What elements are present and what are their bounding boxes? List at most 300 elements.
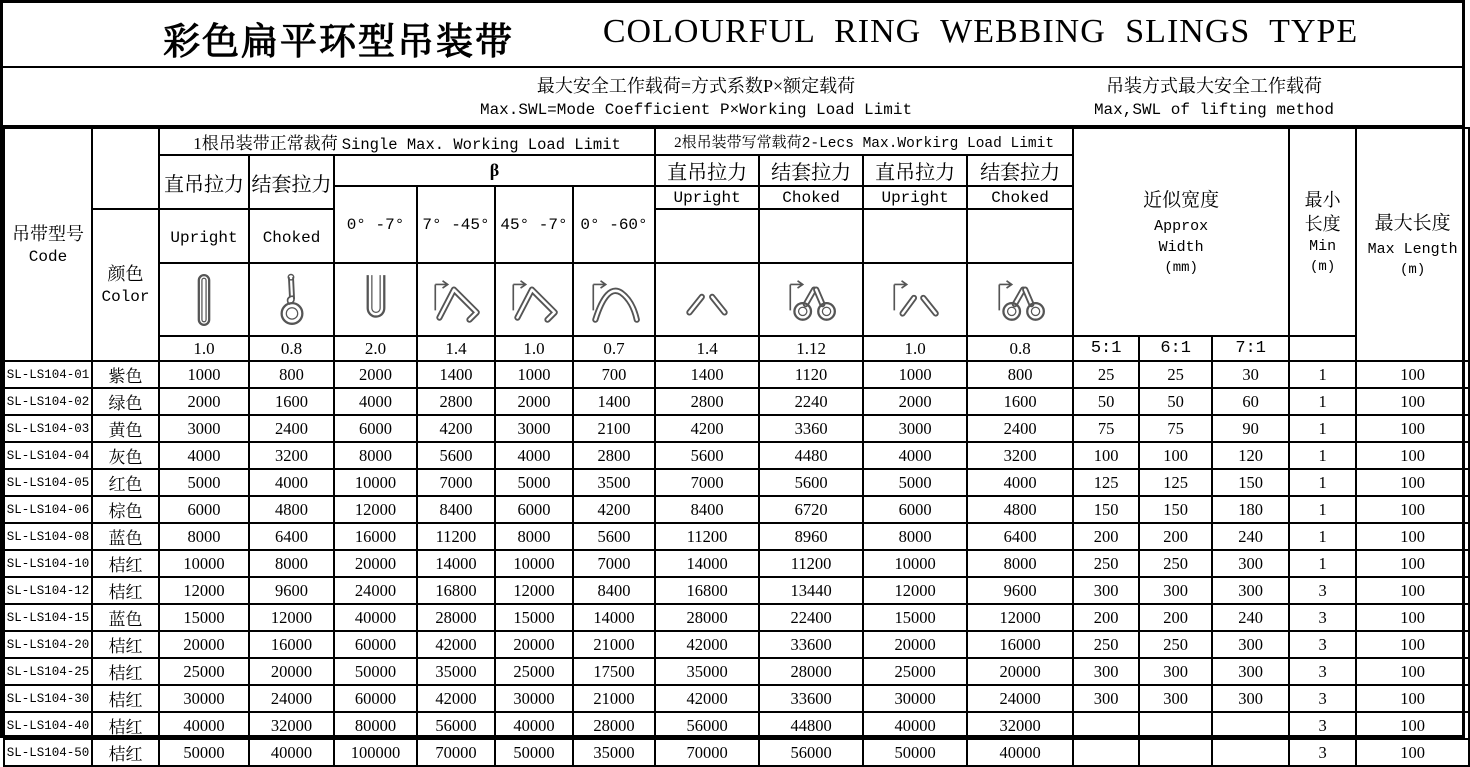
value-cell: 9600: [249, 577, 334, 604]
width-cell: 300: [1139, 658, 1212, 685]
value-cell: 50000: [495, 739, 573, 766]
value-cell: 11200: [655, 523, 759, 550]
value-cell: 8960: [759, 523, 863, 550]
value-cell: 30000: [495, 685, 573, 712]
width-cell: 150: [1073, 496, 1139, 523]
max-length-cell: 100: [1356, 415, 1469, 442]
value-cell: 10000: [334, 469, 417, 496]
value-cell: 17500: [573, 658, 655, 685]
value-cell: 24000: [967, 685, 1073, 712]
value-cell: 1600: [249, 388, 334, 415]
width-cell: 250: [1139, 550, 1212, 577]
col-header-double4-en: Choked: [967, 186, 1073, 209]
coefficient-value: 1.4: [417, 336, 495, 361]
width-cell: 200: [1139, 523, 1212, 550]
value-cell: 6400: [249, 523, 334, 550]
col-header-double1-zh: 直吊拉力: [655, 155, 759, 186]
value-cell: 4480: [759, 442, 863, 469]
color-cell: 棕色: [92, 496, 159, 523]
coefficient-min-empty: [1289, 336, 1356, 361]
value-cell: 35000: [655, 658, 759, 685]
formula-swl: [353, 74, 1039, 122]
col-header-code: [4, 128, 92, 361]
value-cell: 3360: [759, 415, 863, 442]
value-cell: 2800: [417, 388, 495, 415]
coefficient-value: 1.0: [863, 336, 967, 361]
min-length-cell: 1: [1289, 523, 1356, 550]
width-cell: 300: [1212, 685, 1289, 712]
value-cell: 4000: [159, 442, 249, 469]
width-cell: 50: [1073, 388, 1139, 415]
max-length-cell: 100: [1356, 685, 1469, 712]
value-cell: 5000: [863, 469, 967, 496]
width-cell: 300: [1139, 577, 1212, 604]
width-cell: 100: [1139, 442, 1212, 469]
formula-lifting-method-zh: 吊装方式最大安全工作载荷: [1105, 76, 1322, 96]
col-header-beta: β: [334, 155, 655, 186]
value-cell: 4200: [573, 496, 655, 523]
two-leg-choked-angle-icon: [967, 263, 1073, 336]
value-cell: 15000: [863, 604, 967, 631]
value-cell: 12000: [334, 496, 417, 523]
col-header-single-choked-en: Choked: [249, 209, 334, 263]
group-header-double-zh: 2根吊装带写常载荷: [674, 135, 802, 151]
color-cell: 桔红: [92, 631, 159, 658]
col-header-angle-45-7: 45° -7°: [495, 186, 573, 263]
value-cell: 16000: [249, 631, 334, 658]
width-cell: 300: [1139, 685, 1212, 712]
width-cell: 60: [1212, 388, 1289, 415]
value-cell: 15000: [495, 604, 573, 631]
max-length-cell: 100: [1356, 712, 1469, 739]
width-cell: 200: [1139, 604, 1212, 631]
value-cell: 24000: [334, 577, 417, 604]
col-header-min-zh2: 长度: [1304, 213, 1341, 234]
width-cell: 50: [1139, 388, 1212, 415]
group-header-double-en: 2-Lecs Max.Workirg Load Limit: [801, 136, 1055, 152]
min-length-cell: 1: [1289, 361, 1356, 388]
max-length-cell: 100: [1356, 469, 1469, 496]
width-cell: 30: [1212, 361, 1289, 388]
value-cell: 20000: [495, 631, 573, 658]
coefficient-value: 0.8: [249, 336, 334, 361]
max-length-cell: 100: [1356, 604, 1469, 631]
width-cell: [1073, 712, 1139, 739]
color-cell: 桔红: [92, 550, 159, 577]
value-cell: 25000: [863, 658, 967, 685]
width-cell: 300: [1212, 658, 1289, 685]
value-cell: 2400: [249, 415, 334, 442]
value-cell: 12000: [967, 604, 1073, 631]
width-cell: 125: [1139, 469, 1212, 496]
table-row: [4, 415, 1469, 442]
col-header-single-choked-zh: 结套拉力: [249, 155, 334, 209]
value-cell: 80000: [334, 712, 417, 739]
title-row: [3, 3, 1462, 68]
value-cell: 2240: [759, 388, 863, 415]
value-cell: 7000: [655, 469, 759, 496]
width-cell: 200: [1073, 604, 1139, 631]
max-length-cell: 100: [1356, 523, 1469, 550]
table-row: [4, 712, 1469, 739]
width-ratio-5-1: 5:1: [1073, 336, 1139, 361]
value-cell: 2000: [334, 361, 417, 388]
value-cell: 5000: [495, 469, 573, 496]
value-cell: 40000: [334, 604, 417, 631]
width-cell: 300: [1212, 577, 1289, 604]
col-header-min-zh1: 最小: [1304, 189, 1341, 210]
value-cell: 2100: [573, 415, 655, 442]
color-cell: 桔红: [92, 577, 159, 604]
color-cell: 红色: [92, 469, 159, 496]
value-cell: 56000: [759, 739, 863, 766]
color-cell: 桔红: [92, 739, 159, 766]
table-row: [4, 604, 1469, 631]
table-row: [4, 442, 1469, 469]
col-header-double1-en: Upright: [655, 186, 759, 209]
value-cell: 14000: [573, 604, 655, 631]
min-length-cell: 1: [1289, 550, 1356, 577]
two-leg-icon: [655, 263, 759, 336]
max-length-cell: 100: [1356, 442, 1469, 469]
value-cell: 4000: [334, 388, 417, 415]
max-length-cell: 100: [1356, 631, 1469, 658]
color-cell: 绿色: [92, 388, 159, 415]
value-cell: 30000: [863, 685, 967, 712]
code-cell: SL-LS104-15: [4, 604, 92, 631]
value-cell: 70000: [655, 739, 759, 766]
formula-lifting-method: [1010, 74, 1419, 122]
value-cell: 11200: [759, 550, 863, 577]
value-cell: 33600: [759, 631, 863, 658]
formula-row: [3, 68, 1462, 127]
coefficient-row: [4, 336, 1469, 361]
coefficient-value: 0.8: [967, 336, 1073, 361]
group-header-single: [159, 128, 655, 155]
value-cell: 42000: [655, 631, 759, 658]
value-cell: 4000: [967, 469, 1073, 496]
vertical-loop-icon: [159, 263, 249, 336]
value-cell: 4000: [249, 469, 334, 496]
col-header-double2-en: Choked: [759, 186, 863, 209]
angle-spacer-4: [967, 209, 1073, 263]
width-cell: 300: [1073, 685, 1139, 712]
value-cell: 40000: [967, 739, 1073, 766]
col-header-width-unit: (mm): [1164, 260, 1198, 276]
value-cell: 5600: [655, 442, 759, 469]
value-cell: 800: [967, 361, 1073, 388]
table-row: [4, 685, 1469, 712]
width-ratio-6-1: 6:1: [1139, 336, 1212, 361]
table-row: [4, 361, 1469, 388]
code-cell: SL-LS104-12: [4, 577, 92, 604]
value-cell: 12000: [495, 577, 573, 604]
value-cell: 7000: [417, 469, 495, 496]
value-cell: 15000: [159, 604, 249, 631]
value-cell: 1600: [967, 388, 1073, 415]
col-header-code-zh: 吊带型号: [12, 223, 84, 244]
max-length-cell: 100: [1356, 388, 1469, 415]
value-cell: 60000: [334, 631, 417, 658]
value-cell: 50000: [863, 739, 967, 766]
value-cell: 800: [249, 361, 334, 388]
value-cell: 5600: [573, 523, 655, 550]
value-cell: 5600: [759, 469, 863, 496]
col-header-width-en2: Width: [1158, 239, 1204, 256]
coefficient-value: 1.4: [655, 336, 759, 361]
width-cell: 90: [1212, 415, 1289, 442]
color-cell: 灰色: [92, 442, 159, 469]
value-cell: 14000: [417, 550, 495, 577]
width-cell: 120: [1212, 442, 1289, 469]
value-cell: 5600: [417, 442, 495, 469]
value-cell: 40000: [863, 712, 967, 739]
value-cell: 5000: [159, 469, 249, 496]
table-row: [4, 658, 1469, 685]
value-cell: 4000: [495, 442, 573, 469]
min-length-cell: 3: [1289, 631, 1356, 658]
value-cell: 8000: [495, 523, 573, 550]
table-row: [4, 496, 1469, 523]
value-cell: 16800: [655, 577, 759, 604]
width-cell: 300: [1073, 658, 1139, 685]
value-cell: 30000: [159, 685, 249, 712]
value-cell: 25000: [495, 658, 573, 685]
code-cell: SL-LS104-30: [4, 685, 92, 712]
value-cell: 50000: [334, 658, 417, 685]
choked-loop-icon: [249, 263, 334, 336]
slings-spec-table: [3, 127, 1470, 767]
value-cell: 1120: [759, 361, 863, 388]
value-cell: 6000: [334, 415, 417, 442]
value-cell: 16000: [967, 631, 1073, 658]
value-cell: 1400: [655, 361, 759, 388]
code-cell: SL-LS104-10: [4, 550, 92, 577]
min-length-cell: 1: [1289, 442, 1356, 469]
col-header-color-zh: 颜色: [107, 264, 144, 284]
value-cell: 20000: [159, 631, 249, 658]
value-cell: 6400: [967, 523, 1073, 550]
width-cell: [1212, 712, 1289, 739]
wide-basket-angle-icon: [573, 263, 655, 336]
page-title-zh: 彩色扁平环型吊装带: [163, 22, 515, 63]
max-length-cell: 100: [1356, 739, 1469, 766]
max-length-cell: 100: [1356, 361, 1469, 388]
value-cell: 1000: [863, 361, 967, 388]
value-cell: 40000: [159, 712, 249, 739]
code-cell: SL-LS104-50: [4, 739, 92, 766]
value-cell: 11200: [417, 523, 495, 550]
col-header-approx-width: [1073, 128, 1289, 336]
min-length-cell: 1: [1289, 415, 1356, 442]
value-cell: 4800: [249, 496, 334, 523]
col-header-min-length: [1289, 128, 1356, 336]
value-cell: 40000: [495, 712, 573, 739]
table-row: [4, 550, 1469, 577]
value-cell: 3200: [249, 442, 334, 469]
value-cell: 8400: [573, 577, 655, 604]
value-cell: 12000: [159, 577, 249, 604]
value-cell: 4800: [967, 496, 1073, 523]
value-cell: 3500: [573, 469, 655, 496]
min-length-cell: 1: [1289, 496, 1356, 523]
coefficient-value: 1.0: [159, 336, 249, 361]
col-header-color-en: Color: [101, 288, 150, 306]
value-cell: 6000: [863, 496, 967, 523]
value-cell: 13440: [759, 577, 863, 604]
value-cell: 20000: [334, 550, 417, 577]
value-cell: 1000: [495, 361, 573, 388]
value-cell: 8000: [159, 523, 249, 550]
coefficient-value: 2.0: [334, 336, 417, 361]
col-header-single-upright-en: Upright: [159, 209, 249, 263]
table-header: [4, 128, 1469, 361]
width-cell: 75: [1073, 415, 1139, 442]
width-cell: 75: [1139, 415, 1212, 442]
value-cell: 42000: [655, 685, 759, 712]
width-cell: 240: [1212, 604, 1289, 631]
col-header-max-unit: (m): [1400, 262, 1426, 278]
formula-swl-en: Max.SWL=Mode Coefficient P×Working Load Limit: [479, 101, 913, 119]
value-cell: 8000: [967, 550, 1073, 577]
basket-angle-icon: [495, 263, 573, 336]
value-cell: 7000: [573, 550, 655, 577]
col-header-color: [92, 209, 159, 361]
value-cell: 42000: [417, 685, 495, 712]
value-cell: 28000: [573, 712, 655, 739]
table-row: [4, 523, 1469, 550]
value-cell: 28000: [655, 604, 759, 631]
value-cell: 1400: [417, 361, 495, 388]
code-cell: SL-LS104-20: [4, 631, 92, 658]
col-header-max-zh: 最大长度: [1374, 213, 1451, 234]
width-cell: [1073, 739, 1139, 766]
coefficient-value: 0.7: [573, 336, 655, 361]
value-cell: 3200: [967, 442, 1073, 469]
max-length-cell: 100: [1356, 496, 1469, 523]
value-cell: 6000: [495, 496, 573, 523]
min-length-cell: 3: [1289, 685, 1356, 712]
value-cell: 21000: [573, 685, 655, 712]
value-cell: 16800: [417, 577, 495, 604]
code-cell: SL-LS104-06: [4, 496, 92, 523]
color-cell: 桔红: [92, 685, 159, 712]
min-length-cell: 3: [1289, 604, 1356, 631]
value-cell: 3000: [159, 415, 249, 442]
col-header-angle-0-7: 0° -7°: [334, 186, 417, 263]
coefficient-value: 1.12: [759, 336, 863, 361]
value-cell: 28000: [417, 604, 495, 631]
formula-swl-zh: 最大安全工作载荷=方式系数P×额定载荷: [536, 76, 856, 96]
value-cell: 40000: [249, 739, 334, 766]
color-cell: 桔红: [92, 658, 159, 685]
value-cell: 2800: [655, 388, 759, 415]
table-row: [4, 469, 1469, 496]
value-cell: 32000: [249, 712, 334, 739]
value-cell: 32000: [967, 712, 1073, 739]
angle-spacer-3: [863, 209, 967, 263]
col-header-min-unit: (m): [1310, 258, 1336, 275]
basket-angle-icon: [417, 263, 495, 336]
code-cell: SL-LS104-03: [4, 415, 92, 442]
col-header-min-en: Min: [1309, 237, 1337, 255]
value-cell: 25000: [159, 658, 249, 685]
col-header-angle-7-45: 7° -45°: [417, 186, 495, 263]
width-cell: [1212, 739, 1289, 766]
two-leg-angle-icon: [863, 263, 967, 336]
col-header-single-upright-zh: 直吊拉力: [159, 155, 249, 209]
width-cell: 300: [1212, 631, 1289, 658]
col-header-max-length: [1356, 128, 1469, 361]
width-cell: 25: [1073, 361, 1139, 388]
value-cell: 50000: [159, 739, 249, 766]
value-cell: 20000: [967, 658, 1073, 685]
col-header-angle-0-60: 0° -60°: [573, 186, 655, 263]
color-cell: 蓝色: [92, 523, 159, 550]
value-cell: 10000: [863, 550, 967, 577]
value-cell: 33600: [759, 685, 863, 712]
value-cell: 4200: [655, 415, 759, 442]
value-cell: 56000: [655, 712, 759, 739]
width-cell: 300: [1073, 577, 1139, 604]
data-rows: [4, 361, 1469, 766]
max-length-cell: 100: [1356, 550, 1469, 577]
width-cell: 240: [1212, 523, 1289, 550]
min-length-cell: 3: [1289, 658, 1356, 685]
min-length-cell: 1: [1289, 388, 1356, 415]
col-header-width-en1: Approx: [1154, 218, 1209, 235]
code-cell: SL-LS104-02: [4, 388, 92, 415]
value-cell: 24000: [249, 685, 334, 712]
value-cell: 8000: [863, 523, 967, 550]
width-cell: 180: [1212, 496, 1289, 523]
value-cell: 8400: [417, 496, 495, 523]
value-cell: 1000: [159, 361, 249, 388]
width-cell: 25: [1139, 361, 1212, 388]
table-row: [4, 388, 1469, 415]
value-cell: 14000: [655, 550, 759, 577]
value-cell: 100000: [334, 739, 417, 766]
angle-spacer-2: [759, 209, 863, 263]
value-cell: 6720: [759, 496, 863, 523]
col-header-double4-zh: 结套拉力: [967, 155, 1073, 186]
value-cell: 60000: [334, 685, 417, 712]
width-cell: [1139, 739, 1212, 766]
two-leg-choked-angle-icon: [759, 263, 863, 336]
page-title-en: COLOURFUL RING WEBBING SLINGS TYPE: [602, 13, 1359, 50]
table-row: [4, 631, 1469, 658]
width-cell: 150: [1139, 496, 1212, 523]
value-cell: 21000: [573, 631, 655, 658]
value-cell: 56000: [417, 712, 495, 739]
table-row: [4, 577, 1469, 604]
width-cell: 300: [1212, 550, 1289, 577]
width-cell: [1139, 712, 1212, 739]
width-cell: 200: [1073, 523, 1139, 550]
min-length-cell: 3: [1289, 577, 1356, 604]
value-cell: 4200: [417, 415, 495, 442]
width-cell: 150: [1212, 469, 1289, 496]
group-header-double: [655, 128, 1073, 155]
min-length-cell: 1: [1289, 469, 1356, 496]
max-length-cell: 100: [1356, 577, 1469, 604]
width-cell: 100: [1073, 442, 1139, 469]
width-cell: 250: [1073, 631, 1139, 658]
coefficient-value: 1.0: [495, 336, 573, 361]
code-cell: SL-LS104-25: [4, 658, 92, 685]
value-cell: 35000: [573, 739, 655, 766]
col-header-double3-zh: 直吊拉力: [863, 155, 967, 186]
